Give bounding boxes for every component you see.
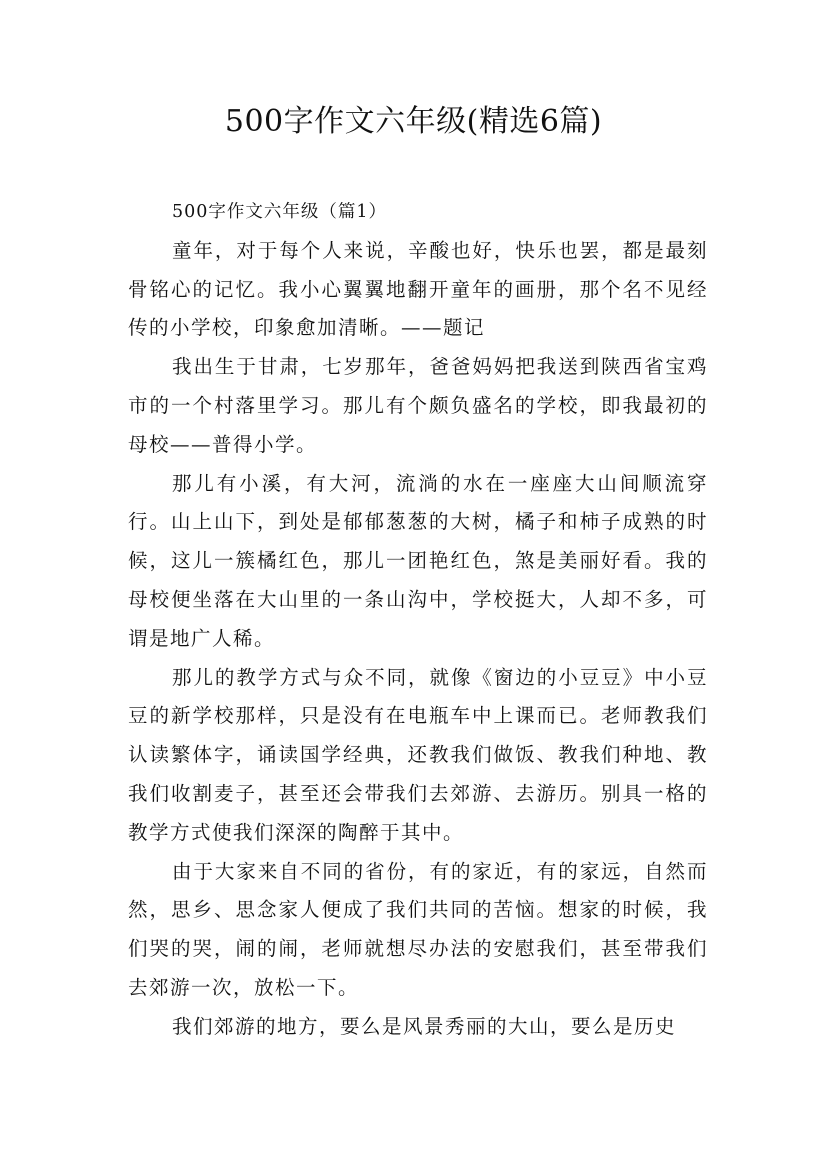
paragraph-2: 我出生于甘肃，七岁那年，爸爸妈妈把我送到陕西省宝鸡市的一个村落里学习。那儿有个颇负盛名的学校，即我最初的母校——普得小学。 bbox=[128, 355, 708, 456]
section-heading: 500字作文六年级（篇1） bbox=[172, 202, 388, 222]
paragraph-4: 那儿的教学方式与众不同，就像《窗边的小豆豆》中小豆豆的新学校那样，只是没有在电瓶车中上课而已。老师教我们认读繁体字，诵读国学经典，还教我们做饭、教我们种地、教我们收割麦子，甚至还会带我们去郊游、去游历。别具一格的教学方式使我们深深的陶醉于其中。 bbox=[128, 665, 708, 844]
paragraph-6: 我们郊游的地方，要么是风景秀丽的大山，要么是历史 bbox=[172, 1014, 677, 1038]
document-title: 500字作文六年级(精选6篇) bbox=[224, 104, 603, 139]
paragraph-1: 童年，对于每个人来说，辛酸也好，快乐也罢，都是最刻骨铭心的记忆。我小心翼翼地翻开童年的画册，那个名不见经传的小学校，印象愈加清晰。——题记 bbox=[128, 238, 708, 340]
document-body bbox=[128, 193, 708, 1047]
paragraph-3: 那儿有小溪，有大河，流淌的水在一座座大山间顺流穿行。山上山下，到处是郁郁葱葱的大树，橘子和柿子成熟的时候，这儿一簇橘红色，那儿一团艳红色，煞是美丽好看。我的母校便坐落在大山里的一条山沟中，学校挺大，人却不多，可谓是地广人稀。 bbox=[128, 471, 708, 650]
paragraph-5: 由于大家来自不同的省份，有的家近，有的家远，自然而然，思乡、思念家人便成了我们共同的苦恼。想家的时候，我们哭的哭，闹的闹，老师就想尽办法的安慰我们，甚至带我们去郊游一次，放松一下。 bbox=[128, 859, 708, 999]
